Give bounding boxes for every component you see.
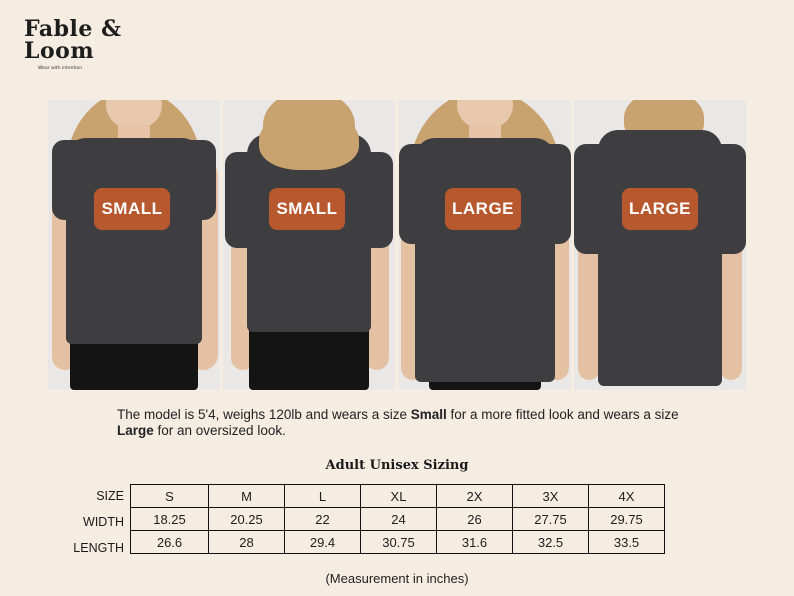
table-cell: 28 <box>209 531 285 554</box>
table-cell: 18.25 <box>131 508 209 531</box>
table-cell: 4X <box>589 485 665 508</box>
row-label-size: SIZE <box>96 489 124 503</box>
size-tag: SMALL <box>94 188 170 230</box>
table-row-width <box>131 508 665 531</box>
row-label-width: WIDTH <box>83 515 124 529</box>
table-cell: 26 <box>437 508 513 531</box>
photo-large-back <box>574 100 746 390</box>
table-cell: M <box>209 485 285 508</box>
table-cell: 29.4 <box>285 531 361 554</box>
sizing-title: Adult Unisex Sizing <box>325 458 469 473</box>
table-cell: L <box>285 485 361 508</box>
table-cell: 3X <box>513 485 589 508</box>
table-cell: S <box>131 485 209 508</box>
brand-name: Fable & Loom <box>24 16 122 64</box>
table-cell: 29.75 <box>589 508 665 531</box>
table-cell: XL <box>361 485 437 508</box>
photo-small-back <box>223 100 395 390</box>
size-small-emphasis: Small <box>410 407 447 422</box>
measurement-note: (Measurement in inches) <box>325 571 469 586</box>
model-photos <box>48 100 744 390</box>
table-cell: 2X <box>437 485 513 508</box>
table-row-length <box>131 531 665 554</box>
table-cell: 24 <box>361 508 437 531</box>
brand-logo <box>24 18 121 71</box>
size-tag: LARGE <box>445 188 521 230</box>
model-description: The model is 5'4, weighs 120lb and wears a size Small for a more fitted look and wears a size Large for an oversized look. <box>117 407 679 438</box>
table-cell: 33.5 <box>589 531 665 554</box>
photo-small-front <box>48 100 220 390</box>
photo-large-front <box>399 100 571 390</box>
table-row-size <box>131 485 665 508</box>
table-cell: 26.6 <box>131 531 209 554</box>
table-cell: 30.75 <box>361 531 437 554</box>
table-cell: 32.5 <box>513 531 589 554</box>
table-cell: 27.75 <box>513 508 589 531</box>
table-cell: 31.6 <box>437 531 513 554</box>
row-label-length: LENGTH <box>73 541 124 555</box>
table-cell: 22 <box>285 508 361 531</box>
size-large-emphasis: Large <box>117 423 154 438</box>
size-tag: SMALL <box>269 188 345 230</box>
size-chart-table <box>130 484 665 554</box>
size-tag: LARGE <box>622 188 698 230</box>
brand-tagline: Wear with intention <box>38 66 83 71</box>
table-cell: 20.25 <box>209 508 285 531</box>
